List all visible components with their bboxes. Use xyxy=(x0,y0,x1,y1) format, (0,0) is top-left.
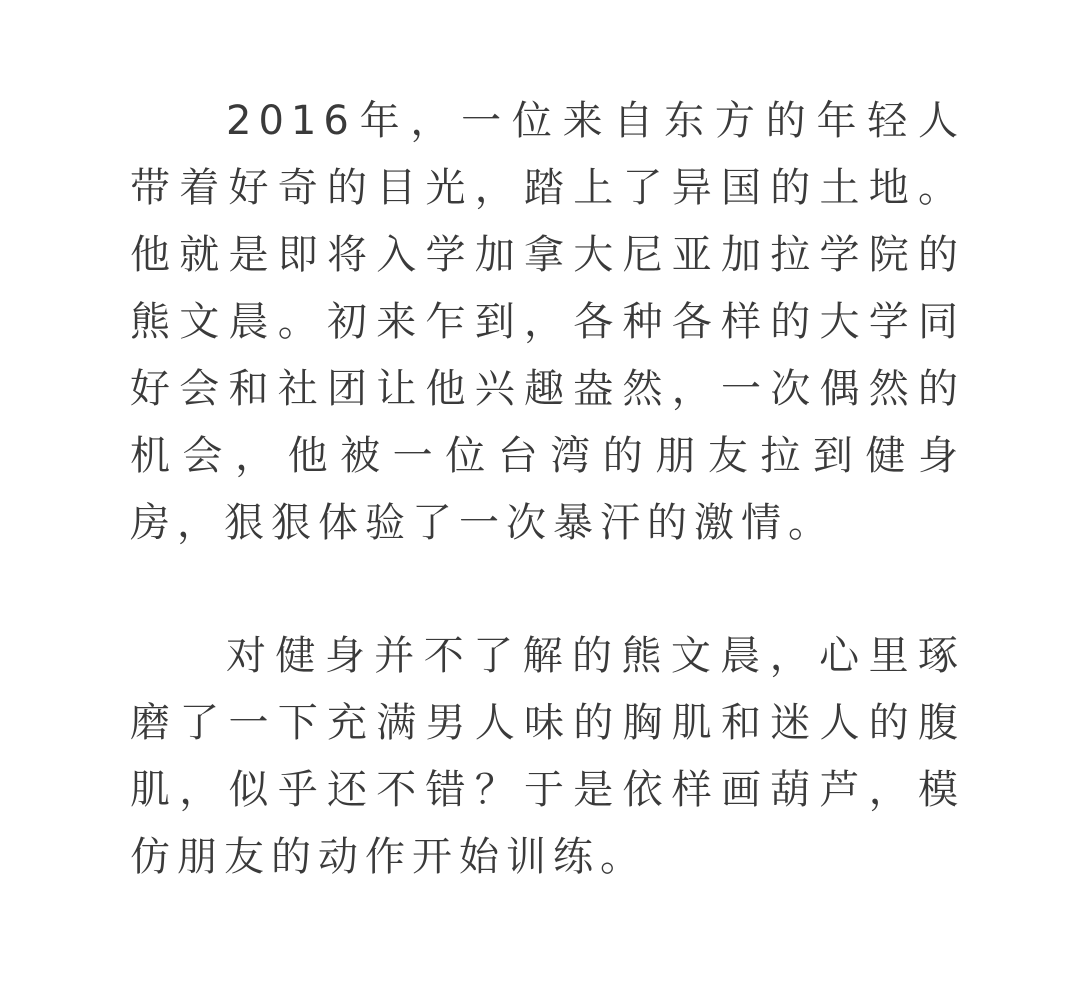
paragraph-2: 对健身并不了解的熊文晨，心里琢磨了一下充满男人味的胸肌和迷人的腹肌，似乎还不错？于是依样画葫芦，模仿朋友的动作开始训练。 xyxy=(130,633,965,880)
paragraph-1: 2016年，一位来自东方的年轻人带着好奇的目光，踏上了异国的土地。他就是即将入学加拿大尼亚加拉学院的熊文晨。初来乍到，各种各样的大学同好会和社团让他兴趣盎然，一次偶然的机会，他被一位台湾的朋友拉到健身房，狠狠体验了一次暴汗的激情。 xyxy=(130,98,965,546)
article-body xyxy=(130,88,965,891)
